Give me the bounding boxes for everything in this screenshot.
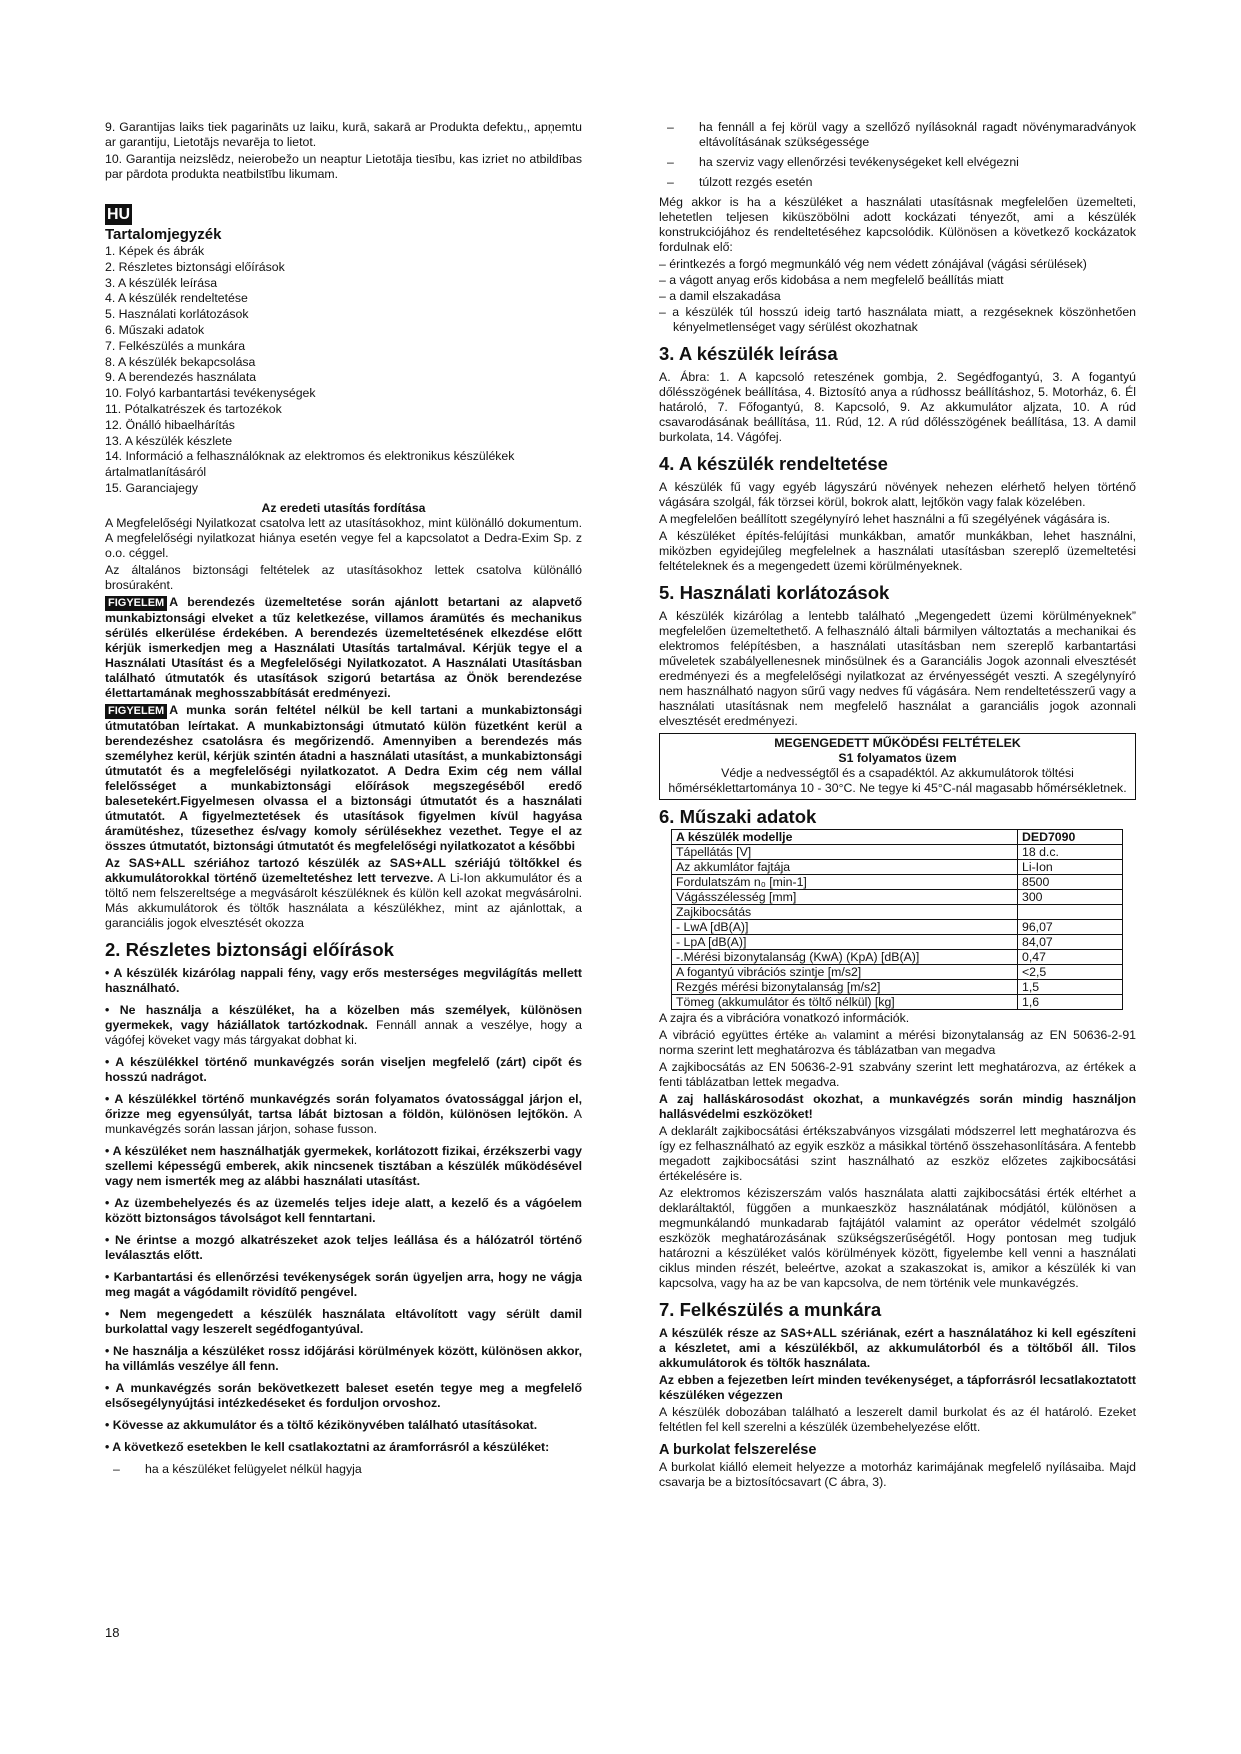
- safety-bullet: [105, 1344, 582, 1374]
- spec-value: 1,6: [1018, 995, 1123, 1010]
- spec-value: DED7090: [1018, 830, 1123, 845]
- toc-item: 8. A készülék bekapcsolása: [105, 354, 256, 369]
- spec-label: Tömeg (akkumulátor és töltő nélkül) [kg]: [672, 995, 1018, 1010]
- noise-text: Az elektromos kéziszerszám valós használata alatti zajkibocsátási érték eltérhet a deklaráltaktól, függően a munkaeszköz használatának módjától, különösen a megmunkálandó munkadarab fajtájától valamint az operátor védelmét szolgáló eszközök meghatározásának szükségszerűségétől. Hogy pontosan meg tudjuk határozni a készüléket valós körülmények között, figyelembe kell venni a használati ciklus minden részét, beleértve, azokat a szakaszokat is, amikor a készülék ki van kapcsolva, vagy ha az be van kapcsolva, de nem történik vele munkavégzés.: [659, 1186, 1136, 1290]
- bullet-normal: Fennáll annak a veszélye, hogy a vágófej köveket vagy más tárgyakat dobhat ki.: [105, 1017, 582, 1047]
- toc-item: 3. A készülék leírása: [105, 275, 218, 290]
- bullet-bold: Nem megengedett a készülék használata eltávolított vagy sérült damil burkolattal vagy leszerelt segédfogantyúval.: [105, 1306, 582, 1336]
- bullet-marker: •: [105, 965, 110, 980]
- bullet-marker: •: [105, 1002, 110, 1017]
- spec-row: [672, 890, 1123, 905]
- dash-text: ha fennáll a fej körül vagy a szellőző nyílásoknál ragadt növénymaradványok eltávolításának szükségessége: [699, 120, 1136, 149]
- safety-bullet: [105, 1418, 582, 1433]
- dash-marker: –: [659, 305, 666, 319]
- left-column: [105, 120, 582, 1482]
- page-number: 18: [105, 1625, 120, 1640]
- spec-value: [1018, 905, 1123, 920]
- spec-row: [672, 875, 1123, 890]
- disconnect-dash-item: [105, 1462, 582, 1477]
- section-4-text: A készülék fű vagy egyéb lágyszárú növények nehezen elérhető helyen történő vágására szolgál, fák törzsei körül, bokrok alatt, lejtőkön vagy falak közelében.: [659, 480, 1136, 509]
- operating-conditions-box: [659, 733, 1136, 800]
- cover-mounting-text: A burkolat kiálló elemeit helyezze a motorház karimájának megfelelő nyílásaiba. Majd csavarja be a biztosítócsavart (C ábra, 3).: [659, 1460, 1136, 1489]
- risk-item: [659, 257, 1136, 272]
- bullet-bold: Ne érintse a mozgó alkatrészeket azok teljes leállása és a hálózatról történő leválasztás előtt.: [105, 1232, 582, 1262]
- safety-bullet: [105, 1055, 582, 1085]
- bullet-bold: Kövesse az akkumulátor és a töltő kézikönyvében található utasításokat.: [112, 1417, 538, 1432]
- noise-text: A zajra és a vibrációra vonatkozó információk.: [659, 1011, 910, 1025]
- box-text: Védje a nedvességtől és a csapadéktól. Az akkumulátorok töltési hőmérséklettartománya 10 - 30°C. Ne tegye ki 45°C-nál magasabb hőmérsékletnek.: [668, 766, 1127, 795]
- spec-label: Rezgés mérési bizonytalanság [m/s2]: [672, 980, 1018, 995]
- noise-warning: A zaj halláskárosodást okozhat, a munkavégzés során mindig használjon hallásvédelmi eszközöket!: [659, 1092, 1136, 1121]
- toc-title: Tartalomjegyzék: [105, 226, 222, 243]
- disconnect-dash-item: [659, 120, 1136, 150]
- warning-label: FIGYELEM: [105, 596, 167, 611]
- disconnect-dash-item: [659, 155, 1136, 170]
- bullet-marker: •: [105, 1306, 110, 1321]
- bullet-marker: •: [105, 1232, 110, 1247]
- spec-label: Vágásszélesség [mm]: [672, 890, 1018, 905]
- dash-text: túlzott rezgés esetén: [699, 175, 813, 189]
- noise-text: A vibráció együttes értéke aₕ valamint a mérési bizonytalanság az EN 50636-2-91 norma szerint lett meghatározva és táblázatban van megadva: [659, 1028, 1136, 1057]
- intro-paragraph: A Megfelelőségi Nyilatkozat csatolva lett az utasításokhoz, mint különálló dokumentum. A megfelelőségi nyilatkozat hiánya esetén vegye fel a kapcsolatot a Dedra-Exim Sp. z o.o. céggel.: [105, 515, 582, 560]
- dash-marker: –: [659, 289, 666, 303]
- risk-text: a készülék túl hosszú ideig tartó használata miatt, a rezgéseknek köszönhetően kényelmetlenséget vagy sérülést okozhatnak: [672, 305, 1136, 334]
- risk-item: [659, 289, 1136, 304]
- risk-text: a vágott anyag erős kidobása a nem megfelelő beállítás miatt: [669, 273, 1004, 287]
- toc-list: [105, 244, 582, 497]
- spec-value: 96,07: [1018, 920, 1123, 935]
- noise-text: A deklarált zajkibocsátási értékszabványos vizsgálati módszerrel lett meghatározva és így ez felhasználható az egyik eszköz a másikkal történő összehasonlítására. A fentebb megadott zajkibocsátási szint használható az eszköz előzetes zajkibocsátási értékelésére is.: [659, 1124, 1136, 1183]
- spec-label: - LwA [dB(A)]: [672, 920, 1018, 935]
- section-5-title: 5. Használati korlátozások: [659, 582, 890, 603]
- safety-bullet: [105, 1233, 582, 1263]
- section-7-title: 7. Felkészülés a munkára: [659, 1299, 882, 1320]
- spec-row: [672, 860, 1123, 875]
- spec-label: A fogantyú vibrációs szintje [m/s2]: [672, 965, 1018, 980]
- bullet-marker: •: [105, 1269, 110, 1284]
- section-7-text: A készülék dobozában található a leszerelt damil burkolat és az él határoló. Ezeket feltétlen fel kell szerelni a készülék üzembehelyezése előtt.: [659, 1405, 1136, 1434]
- bullet-marker: •: [105, 1143, 110, 1158]
- risk-text: érintkezés a forgó megmunkáló vég nem védett zónájával (vágási sérülések): [669, 257, 1087, 271]
- spec-label: A készülék modellje: [672, 830, 1018, 845]
- dash-text: ha a készüléket felügyelet nélkül hagyja: [145, 1461, 362, 1476]
- section-4-text: A készüléket építés-felújítási munkákban, amatőr munkákban, lehet használni, miközben egyidejűleg megfelelnek a használati utasításban szereplő üzemeltetési feltételeknek és a megengedett üzemi körülményeknek.: [659, 529, 1136, 573]
- spec-value: 300: [1018, 890, 1123, 905]
- spec-value: 8500: [1018, 875, 1123, 890]
- risk-text: a damil elszakadása: [669, 289, 781, 303]
- toc-item: 5. Használati korlátozások: [105, 307, 249, 322]
- language-badge-hu: HU: [107, 206, 131, 223]
- spec-row: [672, 980, 1123, 995]
- safety-bullet: [105, 1003, 582, 1048]
- spec-value: 18 d.c.: [1018, 845, 1123, 860]
- safety-bullet: [105, 1381, 582, 1411]
- bullet-marker: •: [105, 1417, 110, 1432]
- bullet-bold: A következő esetekben le kell csatlakoztatni az áramforrásról a készüléket:: [112, 1439, 550, 1454]
- bullet-bold: Ne használja a készüléket, ha a közelben más személyek, különösen gyermekek, vagy háziállatok tartózkodnak.: [105, 1002, 582, 1032]
- bullet-normal: A munkavégzés során lassan járjon, sohase fusson.: [105, 1106, 582, 1136]
- sas-paragraph: [105, 856, 582, 931]
- intro-paragraph: Az általános biztonsági feltételek az utasításokhoz lettek csatolva különálló brosúraként.: [105, 562, 582, 592]
- safety-bullet: [105, 1092, 582, 1137]
- risk-intro: Még akkor is ha a készüléket a használati utasításnak megfelelően üzemelteti, lehetetlen teljesen kiküszöbölni adott kockázati tényezőt, ami a készülék konstrukciójához és rendeltetéséhez kapcsolódik. Különösen a következő kockázatok fordulnak elő:: [659, 195, 1136, 254]
- safety-bullet: [105, 966, 582, 996]
- dash-marker: –: [659, 273, 666, 287]
- spec-label: Fordulatszám n₀ [min-1]: [672, 875, 1018, 890]
- section-2-title: 2. Részletes biztonsági előírások: [105, 938, 394, 960]
- spec-row: [672, 965, 1123, 980]
- spec-label: Zajkibocsátás: [672, 905, 1018, 920]
- box-title: MEGENGEDETT MŰKÖDÉSI FELTÉTELEK: [774, 736, 1021, 750]
- warning-paragraph-2: [105, 703, 582, 854]
- bullet-bold: Karbantartási és ellenőrzési tevékenységek során ügyeljen arra, hogy ne vágja meg magát a vágódamilt rövidítő pengével.: [105, 1269, 582, 1299]
- section-7-bold: Az ebben a fejezetben leírt minden tevékenységet, a tápforrásról lecsatlakoztatott készüléken végezzen: [659, 1373, 1136, 1402]
- original-translation-title: Az eredeti utasítás fordítása: [261, 500, 426, 515]
- spec-value: 84,07: [1018, 935, 1123, 950]
- warning-label: FIGYELEM: [105, 704, 167, 719]
- safety-bullet: [105, 1440, 582, 1455]
- warning-text-2: A munka során feltétel nélkül be kell tartani a munkabiztonsági útmutatóban leírtakat. A munkabiztonsági útmutató külön füzetként kerül a berendezéshez csatolásra és megőrizendő. Amennyiben a berendezés más személyhez kerül, kérjük szintén átadni a használati utasítást, a munkabiztonsági útmutatót és a megfelelőségi nyilatkozatot. A Dedra Exim cég nem vállal felelősséget a munkabiztonsági előírások megszegéséből eredő balesetekért.Figyelmesen olvassa el a biztonsági útmutatót és a használati útmutatót. A figyelmeztetések és utasítások figyelmen kívül hagyása áramütéshez, tűzesethez és/vagy komoly sérülésekhez vezethet. Tegye el az összes útmutatót, biztonsági útmutatót és megfelelőségi nyilatkozatot a későbbi: [105, 702, 582, 853]
- bullet-marker: •: [105, 1343, 110, 1358]
- section-3-title: 3. A készülék leírása: [659, 343, 838, 364]
- toc-item: 12. Önálló hibaelhárítás: [105, 417, 235, 432]
- warning-paragraph-1: [105, 595, 582, 701]
- spec-label: Tápellátás [V]: [672, 845, 1018, 860]
- bullet-bold: A készüléket nem használhatják gyermekek, korlátozott fizikai, érzékszerbi vagy szellemi képességű emberek, akik nincsenek tisztában a készülék működésével vagy nem ismerték meg az alábbi használati utasítást.: [105, 1143, 582, 1188]
- lv-paragraph-10: 10. Garantija neizslēdz, neierobežo un neaptur Lietotāja tiesību, kas izriet no atbildības par pārdota produkta neatbilstību likumam.: [105, 152, 582, 181]
- disconnect-dash-item: [659, 175, 1136, 190]
- section-7-bold: A készülék része az SAS+ALL szériának, ezért a használatához ki kell egészíteni a készletet, ami a készülékből, az akkumulátorból és a töltőből áll. Tilos akkumulátorok és töltők használata.: [659, 1326, 1136, 1370]
- bullet-bold: A készülékkel történő munkavégzés során folyamatos óvatossággal járjon el, őrizze meg egyensúlyát, tartsa lábát biztosan a földön, különösen lejtőkön.: [105, 1091, 582, 1121]
- toc-item: 14. Információ a felhasználóknak az elektromos és elektronikus készülékek ártalmatlanításáról: [105, 449, 515, 480]
- spec-row: [672, 935, 1123, 950]
- warning-text-1: A berendezés üzemeltetése során ajánlott betartani az alapvető munkabiztonsági elveket a tűz keletkezése, villamos áramütés és mechanikus sérülés elkerülése érdekében. A berendezés üzemeltetésének elkezdése előtt kérjük ismerkedjen meg a Használati Utasítás tartalmával. Kérjük tegye el a Használati Utasítást és a Megfelelőségi Nyilatkozatot. A Használati Utasításban található útmutatók és utasítások szigorú betartása az Önök berendezése élettartamának meghosszabbítását eredményezi.: [105, 594, 582, 700]
- sas-bold-text: Az SAS+ALL szériához tartozó készülék az SAS+ALL szériájú töltőkkel és akkumulátorokkal történő üzemeltetéshez lett tervezve.: [105, 855, 582, 885]
- spec-label: - LpA [dB(A)]: [672, 935, 1018, 950]
- spec-row: [672, 920, 1123, 935]
- right-column: [659, 120, 1136, 1492]
- safety-bullet: [105, 1144, 582, 1189]
- spec-value: 0,47: [1018, 950, 1123, 965]
- dash-marker: –: [113, 1461, 120, 1476]
- toc-item: 7. Felkészülés a munkára: [105, 338, 246, 353]
- spec-row: [672, 995, 1123, 1010]
- noise-text: A zajkibocsátás az EN 50636-2-91 szabvány szerint lett meghatározva, az értékek a fenti táblázatban lettek megadva.: [659, 1060, 1136, 1089]
- section-5-text: A készülék kizárólag a lentebb található „Megengedett üzemi körülményeknek” megfelelően üzemeltethető. A felhasználó általi bármilyen változtatás a mechanikai és elektromos felépítésben, a használati utasításban nem szereplő karbantartási műveletek szabályellenesnek minősülnek és a Garanciális Jogok azonnali elvesztését eredményezi és a megfelelőségi nyilatkozat az érvényességét veszti. A szegélynyíró nem használható nagyon sűrű vagy nedves fű vágására. Nem rendeltetésszerű vagy a használati utasításnak nem megfelelő használat a garanciális jogok azonnali elvesztését eredményezi.: [659, 609, 1136, 728]
- toc-item: 6. Műszaki adatok: [105, 322, 205, 337]
- spec-row: [672, 950, 1123, 965]
- bullet-bold: A munkavégzés során bekövetkezett baleset esetén tegye meg a megfelelő elsősegélynyújtási intézkedéseket és forduljon orvoshoz.: [105, 1380, 582, 1410]
- bullet-bold: Ne használja a készüléket rossz időjárási körülmények között, különösen akkor, ha villámlás veszélye áll fenn.: [105, 1343, 582, 1373]
- safety-bullets: [105, 966, 582, 1455]
- spec-table: [671, 829, 1123, 1010]
- cover-mounting-title: A burkolat felszerelése: [659, 1442, 817, 1458]
- dash-marker: –: [667, 155, 674, 169]
- bullet-bold: A készülékkel történő munkavégzés során viseljen megfelelő (zárt) cipőt és hosszú nadrágot.: [105, 1054, 582, 1084]
- section-4-text: A megfelelően beállított szegélynyíró lehet használni a fű szegélyének vágására is.: [659, 512, 1111, 526]
- spec-value: 1,5: [1018, 980, 1123, 995]
- toc-item: 13. A készülék készlete: [105, 433, 233, 448]
- risk-item: [659, 305, 1136, 335]
- risk-item: [659, 273, 1136, 288]
- bullet-marker: •: [105, 1195, 110, 1210]
- spec-label: -.Mérési bizonytalanság (KwA) (KpA) [dB(A)]: [672, 950, 1018, 965]
- safety-bullet: [105, 1270, 582, 1300]
- toc-item: 2. Részletes biztonsági előírások: [105, 259, 285, 274]
- spec-row: [672, 830, 1123, 845]
- spec-row: [672, 845, 1123, 860]
- section-3-text: A. Ábra: 1. A kapcsoló reteszének gombja, 2. Segédfogantyú, 3. A fogantyú dőlésszögének beállítása, 4. Biztosító anya a rúdhossz beállításhoz, 5. Motorház, 6. Él határoló, 7. Főfogantyú, 8. Kapcsoló, 9. Az akkumulátor aljzata, 10. A rúd csavarodásának beállítása, 11. Rúd, 12. A rúd dőlésszögének beállítása, 13. A damil burkolata, 14. Vágófej.: [659, 370, 1136, 444]
- toc-item: 1. Képek és ábrák: [105, 244, 205, 258]
- section-6-title: 6. Műszaki adatok: [659, 806, 817, 827]
- dash-marker: –: [667, 175, 674, 189]
- bullet-marker: •: [105, 1380, 110, 1395]
- toc-item: 10. Folyó karbantartási tevékenységek: [105, 386, 316, 401]
- bullet-bold: Az üzembehelyezés és az üzemelés teljes ideje alatt, a kezelő és a vágóelem között biztonságos távolságot kell fenntartani.: [105, 1195, 582, 1225]
- bullet-marker: •: [105, 1091, 110, 1106]
- toc-item: 11. Pótalkatrészek és tartozékok: [105, 401, 282, 416]
- box-subtitle: S1 folyamatos üzem: [838, 751, 957, 765]
- spec-value: Li-Ion: [1018, 860, 1123, 875]
- safety-bullet: [105, 1307, 582, 1337]
- dash-marker: –: [659, 257, 666, 271]
- spec-label: Az akkumlátor fajtája: [672, 860, 1018, 875]
- sas-normal-text: A Li-Ion akkumulátor és a töltő nem felszereltsége a megvásárolt készüléknek és külön kell azokat megvásárolni. Más akkumulátorok és töltők használata a készülékhez, mint az ajánlottak, a garanciális jogok elvesztését okozza: [105, 870, 582, 930]
- bullet-marker: •: [105, 1054, 110, 1069]
- section-4-title: 4. A készülék rendeltetése: [659, 453, 888, 474]
- toc-item: 4. A készülék rendeltetése: [105, 291, 248, 306]
- lv-paragraph-9: 9. Garantijas laiks tiek pagarināts uz laiku, kurā, sakarā ar Produkta defektu,, apņemtu ar garantiju, Lietotājs nevarēja to lietot.: [105, 120, 582, 149]
- dash-text: ha szerviz vagy ellenőrzési tevékenységeket kell elvégezni: [699, 155, 1019, 169]
- spec-value: <2,5: [1018, 965, 1123, 980]
- dash-marker: –: [667, 120, 674, 134]
- toc-item: 9. A berendezés használata: [105, 370, 257, 385]
- bullet-bold: A készülék kizárólag nappali fény, vagy erős mesterséges megvilágítás mellett használható.: [105, 965, 582, 995]
- toc-item: 15. Garanciajegy: [105, 480, 198, 495]
- safety-bullet: [105, 1196, 582, 1226]
- bullet-marker: •: [105, 1439, 110, 1454]
- spec-row: [672, 905, 1123, 920]
